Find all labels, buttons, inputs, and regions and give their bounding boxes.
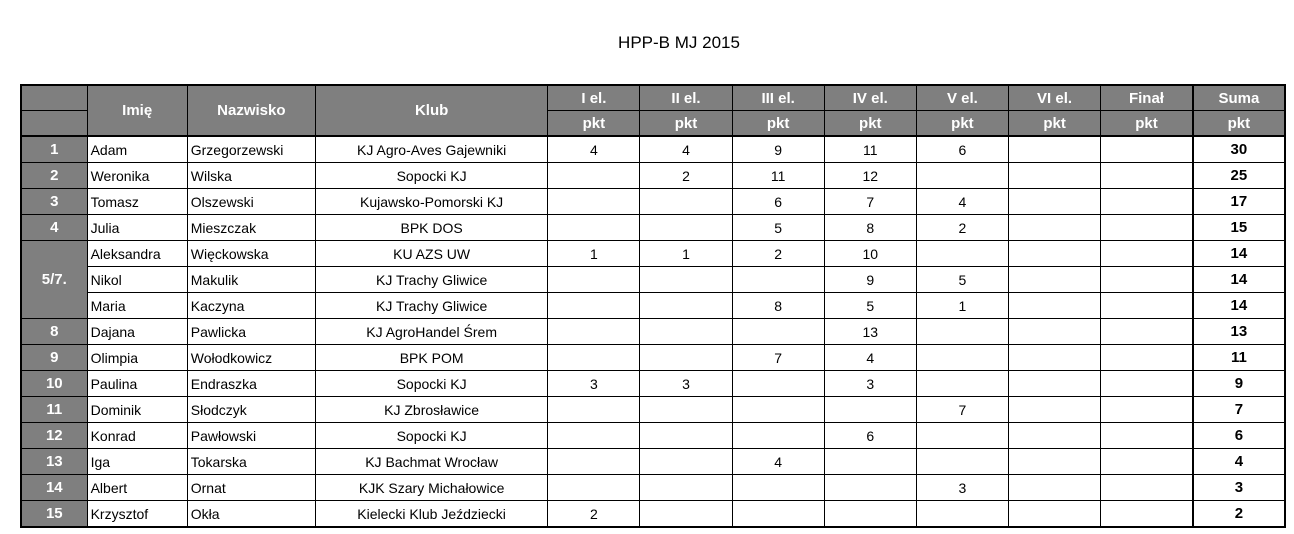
points-cell: 2: [640, 163, 732, 189]
last-name-header: Nazwisko: [187, 85, 315, 136]
club-cell: Sopocki KJ: [315, 423, 547, 449]
points-cell: [1101, 371, 1193, 397]
points-cell: [1101, 345, 1193, 371]
table-row: [21, 345, 1285, 371]
points-cell: [548, 293, 640, 319]
stage-header: II el.: [640, 85, 732, 111]
club-cell: BPK DOS: [315, 215, 547, 241]
table-row: [21, 163, 1285, 189]
first-name-cell: Iga: [87, 449, 187, 475]
sum-cell: 14: [1193, 293, 1285, 319]
points-cell: [1101, 189, 1193, 215]
points-cell: [640, 189, 732, 215]
points-cell: [732, 319, 824, 345]
first-name-cell: Olimpia: [87, 345, 187, 371]
points-cell: 1: [640, 241, 732, 267]
stage-header: I el.: [548, 85, 640, 111]
table-row: [21, 293, 1285, 319]
points-cell: [732, 371, 824, 397]
points-cell: 9: [824, 267, 916, 293]
table-row: [21, 319, 1285, 345]
table-row: [21, 136, 1285, 163]
points-cell: [548, 267, 640, 293]
table-row: [21, 449, 1285, 475]
points-cell: 1: [916, 293, 1008, 319]
points-cell: 11: [732, 163, 824, 189]
points-cell: [732, 267, 824, 293]
points-cell: [1101, 267, 1193, 293]
points-cell: [1009, 136, 1101, 163]
points-cell: [916, 241, 1008, 267]
points-cell: [1101, 423, 1193, 449]
points-cell: [1101, 319, 1193, 345]
first-name-cell: Albert: [87, 475, 187, 501]
points-cell: [640, 293, 732, 319]
points-cell: [1009, 449, 1101, 475]
rank-header-sub: [21, 111, 87, 137]
points-cell: 4: [916, 189, 1008, 215]
points-cell: [548, 215, 640, 241]
last-name-cell: Kaczyna: [187, 293, 315, 319]
unit-header: pkt: [1101, 111, 1193, 137]
points-cell: [1009, 371, 1101, 397]
sum-cell: 15: [1193, 215, 1285, 241]
rank-cell: 9: [21, 345, 87, 371]
club-cell: Sopocki KJ: [315, 371, 547, 397]
points-cell: [916, 449, 1008, 475]
points-cell: [1009, 189, 1101, 215]
last-name-cell: Grzegorzewski: [187, 136, 315, 163]
club-cell: KJ Trachy Gliwice: [315, 267, 547, 293]
points-cell: [824, 397, 916, 423]
first-name-cell: Tomasz: [87, 189, 187, 215]
points-cell: [548, 397, 640, 423]
first-name-cell: Adam: [87, 136, 187, 163]
last-name-cell: Wołodkowicz: [187, 345, 315, 371]
club-cell: Kujawsko-Pomorski KJ: [315, 189, 547, 215]
points-cell: [916, 371, 1008, 397]
points-cell: [1009, 501, 1101, 528]
points-cell: 12: [824, 163, 916, 189]
unit-header: pkt: [824, 111, 916, 137]
points-cell: 6: [916, 136, 1008, 163]
club-cell: KJ Zbrosławice: [315, 397, 547, 423]
points-cell: 2: [548, 501, 640, 528]
page-title: HPP-B MJ 2015: [618, 33, 740, 52]
sum-cell: 11: [1193, 345, 1285, 371]
points-cell: 11: [824, 136, 916, 163]
results-body: [21, 136, 1285, 527]
points-cell: 6: [732, 189, 824, 215]
first-name-cell: Julia: [87, 215, 187, 241]
stage-header: V el.: [916, 85, 1008, 111]
points-cell: [1009, 241, 1101, 267]
first-name-cell: Krzysztof: [87, 501, 187, 528]
unit-header: pkt: [548, 111, 640, 137]
points-cell: 3: [824, 371, 916, 397]
last-name-cell: Mieszczak: [187, 215, 315, 241]
sum-cell: 17: [1193, 189, 1285, 215]
points-cell: 6: [824, 423, 916, 449]
sum-cell: 3: [1193, 475, 1285, 501]
club-cell: KU AZS UW: [315, 241, 547, 267]
points-cell: [1101, 293, 1193, 319]
points-cell: [1009, 215, 1101, 241]
points-cell: [824, 501, 916, 528]
points-cell: [640, 267, 732, 293]
points-cell: [732, 475, 824, 501]
points-cell: [732, 397, 824, 423]
points-cell: [1009, 163, 1101, 189]
points-cell: 9: [732, 136, 824, 163]
table-row: [21, 475, 1285, 501]
points-cell: 7: [824, 189, 916, 215]
rank-cell: 4: [21, 215, 87, 241]
club-cell: KJ AgroHandel Śrem: [315, 319, 547, 345]
points-cell: 4: [640, 136, 732, 163]
unit-header: pkt: [916, 111, 1008, 137]
sum-cell: 13: [1193, 319, 1285, 345]
points-cell: [824, 449, 916, 475]
club-cell: KJ Agro-Aves Gajewniki: [315, 136, 547, 163]
points-cell: [1101, 397, 1193, 423]
first-name-cell: Maria: [87, 293, 187, 319]
last-name-cell: Słodczyk: [187, 397, 315, 423]
points-cell: [1009, 293, 1101, 319]
table-row: [21, 267, 1285, 293]
sum-cell: 14: [1193, 267, 1285, 293]
first-name-cell: Paulina: [87, 371, 187, 397]
points-cell: [1101, 501, 1193, 528]
points-cell: [548, 163, 640, 189]
points-cell: [916, 319, 1008, 345]
points-cell: [1009, 267, 1101, 293]
rank-cell: 5/7.: [21, 241, 87, 319]
sum-cell: 30: [1193, 136, 1285, 163]
points-cell: [548, 319, 640, 345]
points-cell: 3: [916, 475, 1008, 501]
points-cell: [1101, 475, 1193, 501]
points-cell: [732, 423, 824, 449]
points-cell: 4: [732, 449, 824, 475]
unit-header: pkt: [640, 111, 732, 137]
points-cell: 5: [732, 215, 824, 241]
points-cell: [640, 475, 732, 501]
last-name-cell: Więckowska: [187, 241, 315, 267]
last-name-cell: Wilska: [187, 163, 315, 189]
points-cell: 8: [732, 293, 824, 319]
sum-cell: 4: [1193, 449, 1285, 475]
last-name-cell: Ornat: [187, 475, 315, 501]
club-cell: KJK Szary Michałowice: [315, 475, 547, 501]
points-cell: 3: [548, 371, 640, 397]
table-row: [21, 371, 1285, 397]
first-name-cell: Konrad: [87, 423, 187, 449]
points-cell: [732, 501, 824, 528]
points-cell: [1009, 319, 1101, 345]
sum-cell: 7: [1193, 397, 1285, 423]
club-cell: BPK POM: [315, 345, 547, 371]
first-name-cell: Aleksandra: [87, 241, 187, 267]
points-cell: [1009, 423, 1101, 449]
points-cell: 8: [824, 215, 916, 241]
points-cell: [916, 423, 1008, 449]
points-cell: 7: [732, 345, 824, 371]
first-name-header: Imię: [87, 85, 187, 136]
first-name-cell: Dajana: [87, 319, 187, 345]
points-cell: 13: [824, 319, 916, 345]
rank-cell: 11: [21, 397, 87, 423]
rank-cell: 8: [21, 319, 87, 345]
results-table: [20, 84, 1286, 528]
first-name-cell: Dominik: [87, 397, 187, 423]
rank-cell: 3: [21, 189, 87, 215]
rank-header: [21, 85, 87, 111]
points-cell: [640, 449, 732, 475]
points-cell: 10: [824, 241, 916, 267]
points-cell: [916, 501, 1008, 528]
last-name-cell: Makulik: [187, 267, 315, 293]
points-cell: 1: [548, 241, 640, 267]
sum-cell: 2: [1193, 501, 1285, 528]
sum-cell: 14: [1193, 241, 1285, 267]
stage-header: VI el.: [1009, 85, 1101, 111]
points-cell: [548, 345, 640, 371]
points-cell: 2: [916, 215, 1008, 241]
rank-cell: 14: [21, 475, 87, 501]
points-cell: [640, 319, 732, 345]
points-cell: [548, 189, 640, 215]
table-row: [21, 501, 1285, 528]
points-cell: [640, 423, 732, 449]
points-cell: 3: [640, 371, 732, 397]
points-cell: [1101, 449, 1193, 475]
points-cell: [1101, 215, 1193, 241]
stage-header: III el.: [732, 85, 824, 111]
last-name-cell: Okła: [187, 501, 315, 528]
sum-cell: 6: [1193, 423, 1285, 449]
stage-header: IV el.: [824, 85, 916, 111]
rank-cell: 1: [21, 136, 87, 163]
last-name-cell: Endraszka: [187, 371, 315, 397]
table-row: [21, 241, 1285, 267]
rank-cell: 12: [21, 423, 87, 449]
sum-cell: 9: [1193, 371, 1285, 397]
rank-cell: 2: [21, 163, 87, 189]
club-cell: KJ Bachmat Wrocław: [315, 449, 547, 475]
last-name-cell: Pawłowski: [187, 423, 315, 449]
rank-cell: 10: [21, 371, 87, 397]
rank-cell: 15: [21, 501, 87, 528]
points-cell: 2: [732, 241, 824, 267]
points-cell: 4: [824, 345, 916, 371]
points-cell: [640, 345, 732, 371]
points-cell: [824, 475, 916, 501]
points-cell: 7: [916, 397, 1008, 423]
last-name-cell: Pawlicka: [187, 319, 315, 345]
club-cell: Kielecki Klub Jeździecki: [315, 501, 547, 528]
table-row: [21, 215, 1285, 241]
unit-header: pkt: [1193, 111, 1285, 137]
table-row: [21, 397, 1285, 423]
points-cell: [640, 501, 732, 528]
sum-cell: 25: [1193, 163, 1285, 189]
points-cell: [1101, 241, 1193, 267]
table-row: [21, 189, 1285, 215]
first-name-cell: Nikol: [87, 267, 187, 293]
points-cell: [916, 345, 1008, 371]
points-cell: [548, 449, 640, 475]
last-name-cell: Olszewski: [187, 189, 315, 215]
points-cell: [640, 397, 732, 423]
rank-cell: 13: [21, 449, 87, 475]
points-cell: 4: [548, 136, 640, 163]
stage-header: Finał: [1101, 85, 1193, 111]
points-cell: [1101, 163, 1193, 189]
points-cell: [1009, 397, 1101, 423]
points-cell: [1009, 345, 1101, 371]
table-row: [21, 423, 1285, 449]
points-cell: 5: [824, 293, 916, 319]
points-cell: [1009, 475, 1101, 501]
points-cell: [640, 215, 732, 241]
sum-header: Suma: [1193, 85, 1285, 111]
points-cell: [916, 163, 1008, 189]
first-name-cell: Weronika: [87, 163, 187, 189]
points-cell: [1101, 136, 1193, 163]
club-header: Klub: [315, 85, 547, 136]
unit-header: pkt: [1009, 111, 1101, 137]
last-name-cell: Tokarska: [187, 449, 315, 475]
club-cell: KJ Trachy Gliwice: [315, 293, 547, 319]
points-cell: [548, 475, 640, 501]
points-cell: 5: [916, 267, 1008, 293]
club-cell: Sopocki KJ: [315, 163, 547, 189]
unit-header: pkt: [732, 111, 824, 137]
points-cell: [548, 423, 640, 449]
